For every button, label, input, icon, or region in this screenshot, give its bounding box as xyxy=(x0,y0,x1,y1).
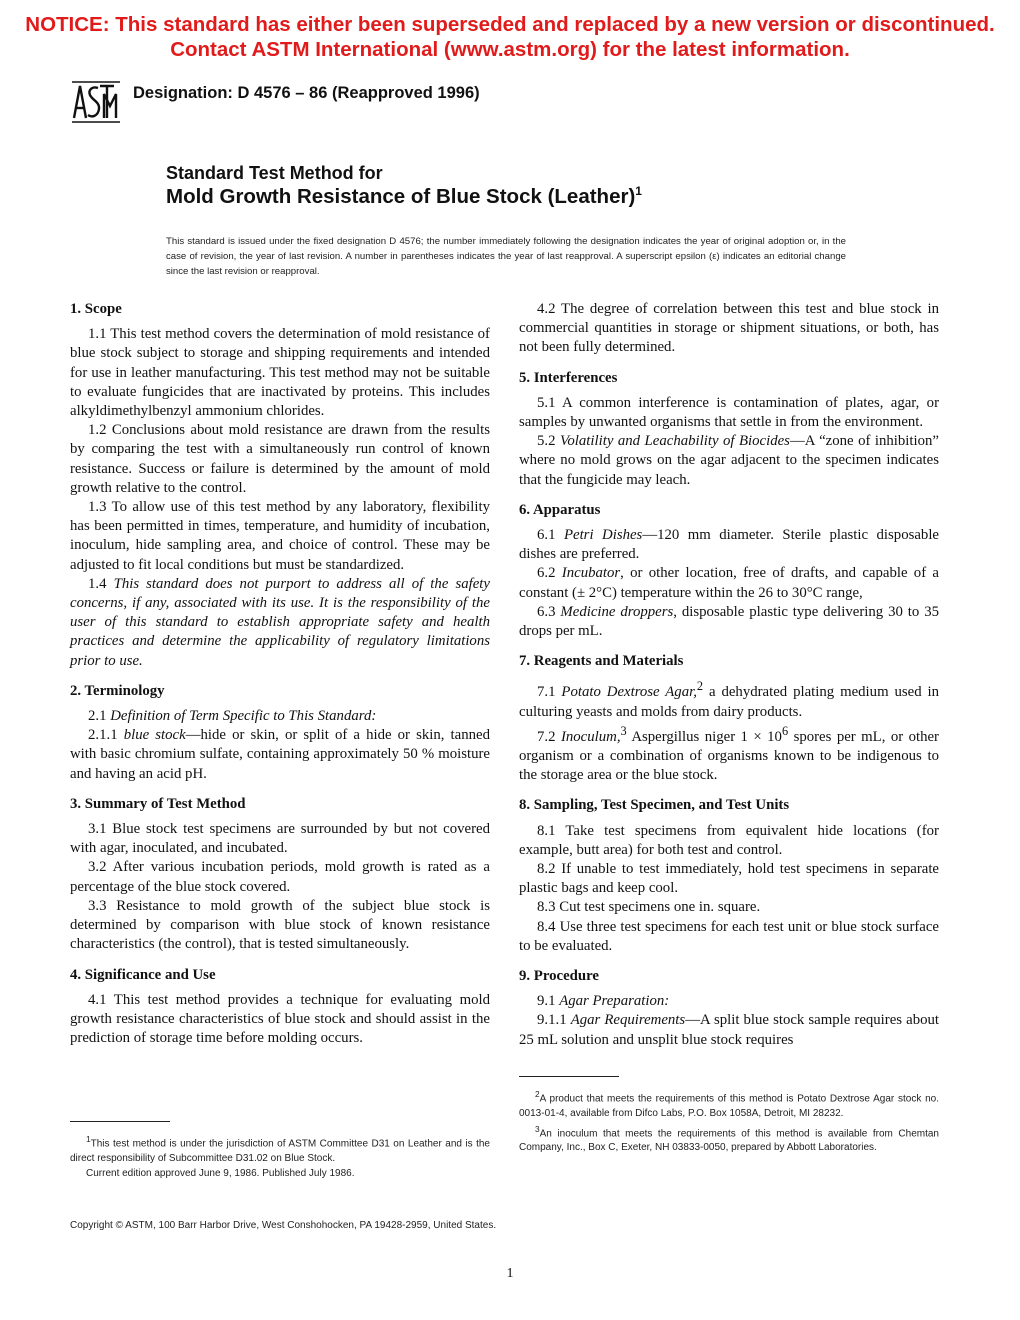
paragraph-text: —hide or skin, or split of a hide or skin, tanned with basic chromium sulfate, containing approximately 50 % moisture and having an acid pH. xyxy=(70,727,490,782)
title-line-2: Mold Growth Resistance of Blue Stock (Leather) xyxy=(166,184,636,208)
footnote: Current edition approved June 9, 1986. Published July 1986. xyxy=(86,1167,355,1179)
footnote-mark: 2 xyxy=(535,1089,540,1099)
italic-text: Medicine droppers xyxy=(560,603,674,620)
italic-text: Agar Requirements xyxy=(570,1012,686,1029)
footnote-text: An inoculum that meets the requirements of this method is available from Chemtan Company, Inc., Box C, Exeter, NH 03833-0050, prepared by Abbott Laboratories. xyxy=(519,1127,939,1154)
footnote-rule xyxy=(519,1076,619,1077)
paragraph-text: spores per mL, or other organism or a combination of organisms known to be indigenous to the storage area or the blue stock. xyxy=(519,728,939,784)
paragraph-number: 6.2 xyxy=(537,565,556,582)
paragraph-number: 1.4 xyxy=(88,575,107,592)
section-heading: 5. Interferences xyxy=(519,369,618,386)
paragraph xyxy=(519,677,939,721)
paragraph xyxy=(519,603,939,641)
italic-text: Incubator xyxy=(561,565,621,582)
notice-line-2: Contact ASTM International (www.astm.org) for the latest information. xyxy=(170,38,850,61)
notice-line-1: NOTICE: This standard has either been superseded and replaced by a new version or discontinued. xyxy=(25,13,995,36)
italic-text: Volatility and Leachability of Biocides xyxy=(559,433,790,450)
section-heading: 6. Apparatus xyxy=(519,501,601,518)
title-footnote-mark: 1 xyxy=(635,184,642,198)
footnote-text: A product that meets the requirements of this method is Potato Dextrose Agar stock no. 0013-01-4, available from Difco Labs, P.O. Box 1058A, Detroit, MI 28232. xyxy=(519,1093,939,1119)
document-title xyxy=(166,184,642,209)
section-heading: 7. Reagents and Materials xyxy=(519,653,684,670)
footnote-mark: 3 xyxy=(535,1123,540,1134)
footnote xyxy=(70,1132,490,1167)
paragraph-text: —A split blue stock sample requires about 25 mL solution and unsplit blue stock requires xyxy=(519,1012,939,1048)
footnote-rule xyxy=(70,1121,170,1122)
paragraph: 5.1 A common interference is contamination of plates, agar, or samples by unwanted organisms that settle in from the environment. xyxy=(519,394,939,431)
paragraph: 4.2 The degree of correlation between this test and blue stock in commercial quantities in storage or shipment situations, or both, has not been fully determined. xyxy=(519,301,939,356)
paragraph xyxy=(70,707,490,726)
paragraph-number: 2.1.1 xyxy=(88,727,118,744)
section-heading: 8. Sampling, Test Specimen, and Test Units xyxy=(519,797,790,814)
paragraph: 3.1 Blue stock test specimens are surrounded by but not covered with agar, inoculated, and incubated. xyxy=(70,821,490,857)
paragraph: 1.3 To allow use of this test method by any laboratory, flexibility has been permitted in times, temperature, and humidity of incubation, inoculum, hide sampling area, and choice of control. These may be adjusted to fit local conditions but must be standardized. xyxy=(70,499,490,573)
section-heading: 4. Significance and Use xyxy=(70,966,216,983)
italic-text: This standard does not purport to address all of the safety concerns, if any, associated with its use. It is the responsibility of the user of this standard to establish appropriate safety and health practices and determine the applicability of regulatory limitations prior to use. xyxy=(70,575,490,669)
paragraph-number: 6.3 xyxy=(537,603,556,620)
footnote-ref: 2 xyxy=(696,679,704,694)
footnote xyxy=(519,1122,939,1157)
paragraph xyxy=(519,526,939,564)
paragraph xyxy=(70,575,490,671)
paragraph xyxy=(519,722,939,786)
footnote-ref: 3 xyxy=(620,723,627,738)
paragraph-text: Aspergillus niger 1 × 10 xyxy=(626,728,782,745)
title-line-1: Standard Test Method for xyxy=(166,163,383,183)
paragraph: 1.2 Conclusions about mold resistance are drawn from the results by comparing the test with a simultaneously run control of known resistance. Success or failure is determined by the amount of mold growth relative to the control. xyxy=(70,422,490,496)
italic-text: blue stock xyxy=(123,727,186,744)
section-heading: 3. Summary of Test Method xyxy=(70,795,246,812)
footnotes-left xyxy=(70,1132,490,1181)
paragraph: 8.2 If unable to test immediately, hold test specimens in separate plastic bags and keep cool. xyxy=(519,860,939,897)
italic-text: Inoculum, xyxy=(560,728,621,745)
section-heading: 1. Scope xyxy=(70,301,122,317)
paragraph: 8.1 Take test specimens from equivalent hide locations (for example, butt area) for both test and control. xyxy=(519,822,939,858)
copyright-line: Copyright © ASTM, 100 Barr Harbor Drive, West Conshohocken, PA 19428-2959, United States. xyxy=(70,1220,497,1231)
section-heading: 2. Terminology xyxy=(70,682,165,699)
paragraph: 8.4 Use three test specimens for each test unit or blue stock surface to be evaluated. xyxy=(519,918,939,954)
paragraph-number: 9.1.1 xyxy=(537,1012,567,1029)
paragraph: 8.3 Cut test specimens one in. square. xyxy=(537,899,761,916)
paragraph-text: —120 mm diameter. Sterile plastic disposable dishes are preferred. xyxy=(519,527,939,563)
footnote-text: This test method is under the jurisdiction of ASTM Committee D31 on Leather and is the direct responsibility of Subcommittee D31.02 on Blue Stock. xyxy=(70,1138,490,1164)
italic-text: Agar Preparation: xyxy=(559,993,670,1010)
paragraph xyxy=(519,992,939,1011)
issuance-note: This standard is issued under the fixed designation D 4576; the number immediately following the designation indicates the year of original adoption or, in the case of revision, the year of last revision. A number in parentheses indicates the year of last reapproval. A superscript epsilon (ε) indicates an editorial change since the last revision or reapproval. xyxy=(166,236,846,277)
footnote xyxy=(519,1087,939,1122)
footnote-mark: 1 xyxy=(86,1134,91,1144)
paragraph-text: a dehydrated plating medium used in culturing yeasts and molds from dairy products. xyxy=(519,684,940,720)
paragraph xyxy=(519,432,939,490)
italic-text: Definition of Term Specific to This Standard: xyxy=(110,708,377,725)
paragraph: 3.3 Resistance to mold growth of the subject blue stock is determined by comparison with blue stock of known resistance characteristics (the control), that is tested simultaneously. xyxy=(70,897,490,953)
exponent: 6 xyxy=(781,723,789,738)
designation: Designation: D 4576 – 86 (Reapproved 1996) xyxy=(133,84,480,102)
paragraph-number: 7.1 xyxy=(537,684,556,701)
section-heading: 9. Procedure xyxy=(519,967,599,984)
paragraph-number: 9.1 xyxy=(537,993,556,1010)
paragraph xyxy=(519,564,939,602)
superseded-notice xyxy=(0,12,1020,62)
left-column xyxy=(70,300,490,1048)
paragraph-number: 5.2 xyxy=(537,433,556,450)
paragraph-text: —A “zone of inhibition” where no mold grows on the agar adjacent to the specimen indicates that the fungicide may leach. xyxy=(519,433,939,488)
paragraph-text: , disposable plastic type delivering 30 to 35 drops per mL. xyxy=(519,603,940,640)
page-number: 1 xyxy=(506,1266,514,1281)
paragraph-number: 6.1 xyxy=(537,527,556,544)
italic-text: Potato Dextrose Agar, xyxy=(561,684,697,701)
footnotes-right xyxy=(519,1087,939,1156)
paragraph-text: , or other location, free of drafts, and capable of a constant (± 2°C) temperature within the 26 to 30°C range, xyxy=(519,565,939,601)
right-column xyxy=(519,300,939,1050)
astm-logo-icon xyxy=(70,78,122,126)
italic-text: Petri Dishes xyxy=(563,527,643,544)
paragraph: 3.2 After various incubation periods, mold growth is rated as a percentage of the blue stock covered. xyxy=(70,859,490,895)
paragraph-number: 2.1 xyxy=(88,708,107,725)
paragraph xyxy=(70,726,490,784)
paragraph: 4.1 This test method provides a technique for evaluating mold growth resistance characteristics of blue stock and should assist in the prediction of storage time before molding occurs. xyxy=(70,991,490,1047)
paragraph xyxy=(519,1011,939,1049)
paragraph: 1.1 This test method covers the determination of mold resistance of blue stock subject to storage and shipping requirements and intended for use in leather manufacturing. This test method may not be suitable to evaluate fungicides that are inactivated by proteins. This includes alkyldimethylbenzyl ammonium chlorides. xyxy=(70,326,490,420)
paragraph-number: 7.2 xyxy=(537,728,556,745)
